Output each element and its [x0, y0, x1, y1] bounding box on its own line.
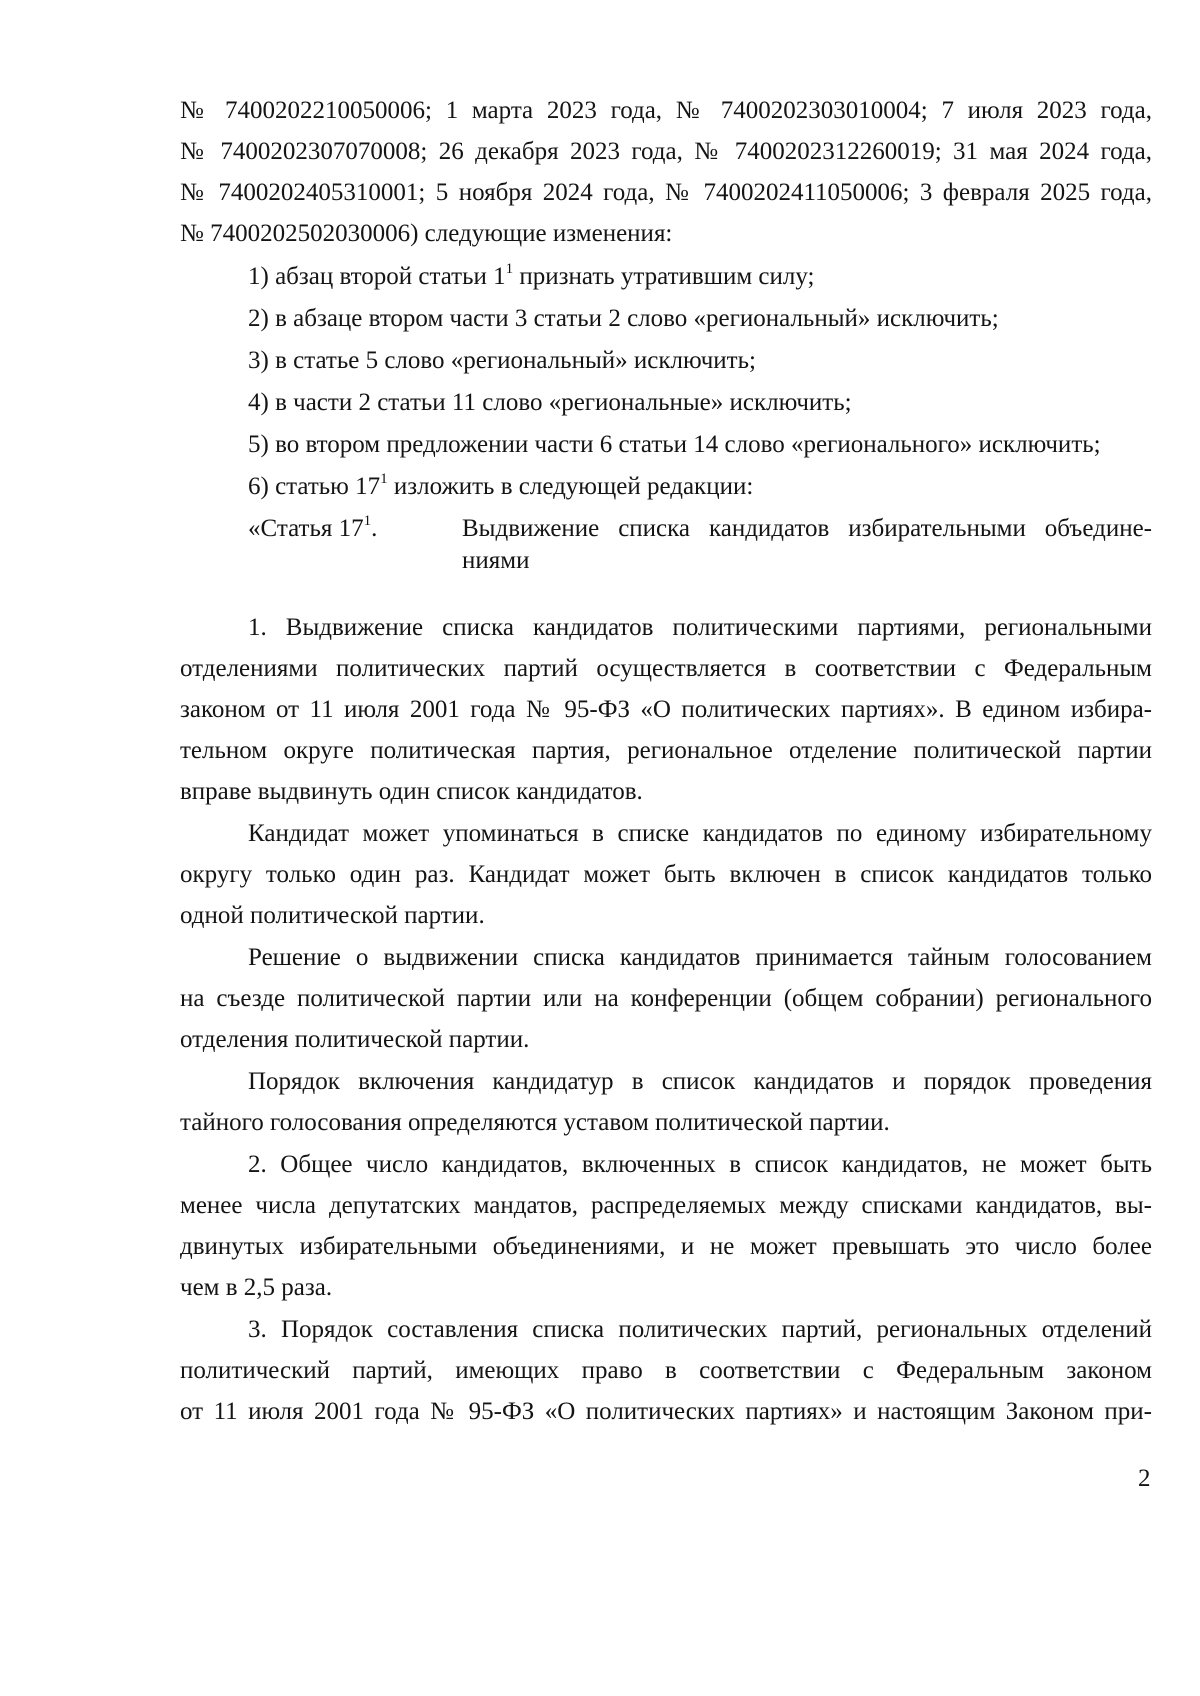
paragraph-line: от 11 июля 2001 года № 95-ФЗ «О политических партиях» и настоящим Законом при-: [180, 1398, 1152, 1425]
paragraph-line: политический партий, имеющих право в соответствии с Федеральным законом: [180, 1357, 1152, 1384]
list-item-2: 2) в абзаце втором части 3 статьи 2 слово «региональный» исключить;: [248, 305, 999, 332]
text-line: № 7400202307070008; 26 декабря 2023 года, № 7400202312260019; 31 мая 2024 года,: [180, 138, 1152, 165]
paragraph-line: Решение о выдвижении списка кандидатов принимается тайным голосованием: [248, 944, 1152, 971]
paragraph-line: чем в 2,5 раза.: [180, 1274, 333, 1301]
paragraph-line: менее числа депутатских мандатов, распределяемых между списками кандидатов, вы-: [180, 1192, 1152, 1219]
paragraph-line: тельном округе политическая партия, региональное отделение политической партии: [180, 737, 1152, 764]
list-item-5: 5) во втором предложении части 6 статьи 14 слово «регионального» исключить;: [248, 431, 1101, 458]
list-item-6: 6) статью $17^1$ изложить в следующей редакции:: [248, 470, 754, 500]
paragraph-line: отделениями политических партий осуществляется в соответствии с Федеральным: [180, 655, 1152, 682]
paragraph-line: Кандидат может упоминаться в списке кандидатов по единому избирательному: [248, 820, 1152, 847]
article-title: Выдвижение списка кандидатов избирательными объедине-: [462, 515, 1152, 542]
paragraph-line: отделения политической партии.: [180, 1026, 530, 1053]
text-line: № 7400202502030006) следующие изменения:: [180, 220, 673, 247]
paragraph-line: на съезде политической партии или на конференции (общем собрании) регионального: [180, 985, 1152, 1012]
list-item-4: 4) в части 2 статьи 11 слово «региональные» исключить;: [248, 389, 852, 416]
paragraph-line: одной политической партии.: [180, 902, 485, 929]
paragraph-line: двинутых избирательными объединениями, и не может превышать это число более: [180, 1233, 1152, 1260]
paragraph-line: законом от 11 июля 2001 года № 95-ФЗ «О политических партиях». В едином избира-: [180, 696, 1152, 723]
paragraph-line: округу только один раз. Кандидат может быть включен в список кандидатов только: [180, 861, 1152, 888]
paragraph-line: 1. Выдвижение списка кандидатов политическими партиями, региональными: [248, 614, 1152, 641]
article-label: «Статья $17^1$.: [248, 512, 378, 542]
paragraph-line: вправе выдвинуть один список кандидатов.: [180, 778, 643, 805]
page-number: 2: [1138, 1465, 1151, 1492]
list-item-1: 1) абзац второй статьи $1^1$ признать утратившим силу;: [248, 260, 815, 290]
list-item-3: 3) в статье 5 слово «региональный» исключить;: [248, 347, 756, 374]
paragraph-line: 2. Общее число кандидатов, включенных в список кандидатов, не может быть: [248, 1151, 1152, 1178]
paragraph-line: 3. Порядок составления списка политических партий, региональных отделений: [248, 1316, 1152, 1343]
paragraph-line: Порядок включения кандидатур в список кандидатов и порядок проведения: [248, 1068, 1152, 1095]
paragraph-line: тайного голосования определяются уставом политической партии.: [180, 1109, 890, 1136]
text-line: № 7400202405310001; 5 ноября 2024 года, № 7400202411050006; 3 февраля 2025 года,: [180, 179, 1152, 206]
article-title-cont: ниями: [462, 547, 530, 574]
text-line: № 7400202210050006; 1 марта 2023 года, № 7400202303010004; 7 июля 2023 года,: [180, 97, 1152, 124]
